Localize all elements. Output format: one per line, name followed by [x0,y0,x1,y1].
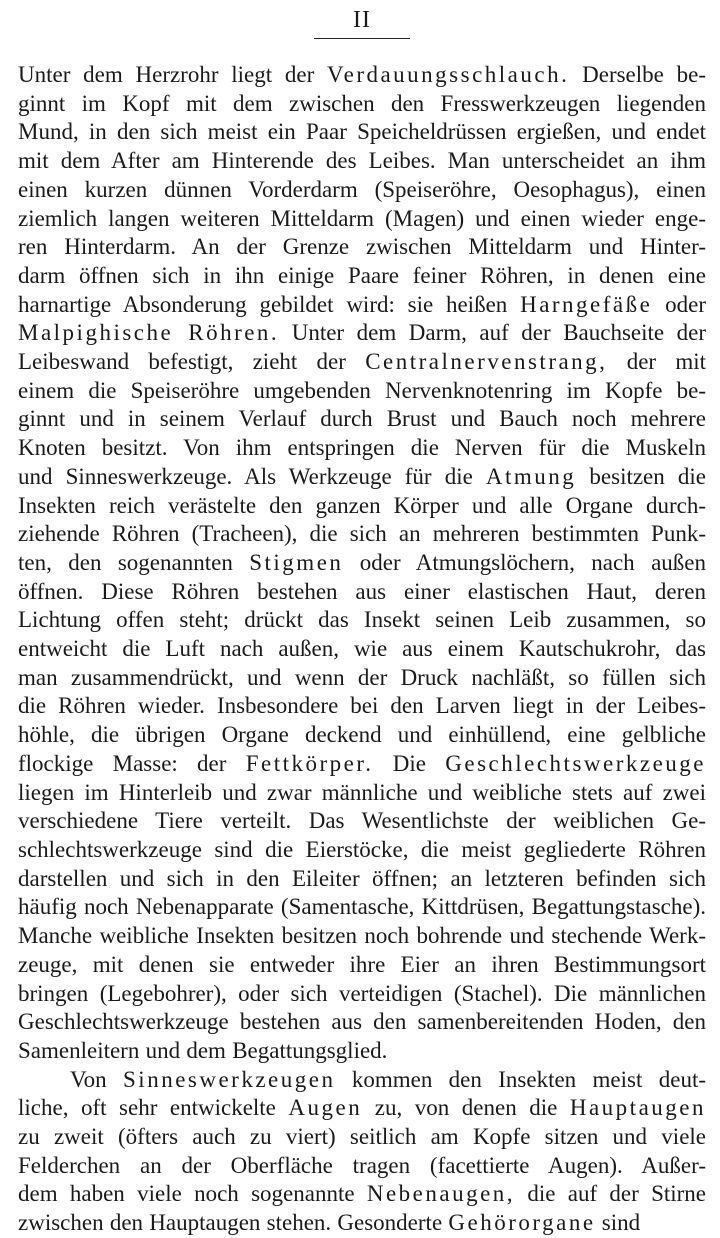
text-line: flockige Masse: der Fettkörper. Die Geschlechtswerkzeuge [18,750,706,776]
text-line: Manche weibliche Insekten besitzen noch bohrende und stechende Werk- [18,923,706,949]
text-line: schlechtswerkzeuge sind die Eierstöcke, die meist gegliederte Röhren [18,836,706,862]
text-line: zeuge, mit denen sie entweder ihre Eier an ihren Bestimmungsort [18,951,706,977]
emphasized-term: Gehörorgane [448,1210,596,1236]
text-line: ziehende Röhren (Tracheen), die sich an mehreren bestimmten Punk- [18,521,706,547]
text-line: Felderchen an der Oberfläche tragen (facettierte Augen). Außer- [18,1152,706,1178]
emphasized-term: Malpighische Röhren. [18,320,280,346]
text-line: liegen im Hinterleib und zwar männliche und weibliche stets auf zwei [18,779,706,805]
emphasized-term: Harngefäße [520,291,653,317]
header-rule [314,38,410,39]
emphasized-term: Hauptaugen [569,1095,706,1121]
text-line: Geschlechtswerkzeuge bestehen aus den samenbereitenden Hoden, den [18,1009,706,1035]
emphasized-term: Fettkörper. [245,750,374,776]
text-line: dem haben viele noch sogenannte Nebenaugen, die auf der Stirne [18,1181,707,1207]
text-line: Samenleitern und dem Begattungsglied. [18,1037,388,1063]
text-line: zu zweit (öfters auch zu viert) seitlich am Kopfe sitzen und viele [18,1124,706,1150]
text-line: öffnen. Diese Röhren bestehen aus einer elastischen Haut, deren [18,578,706,604]
text-line: darm öffnen sich in ihn einige Paare feiner Röhren, in denen eine [18,262,706,288]
text-line: einem die Speiseröhre umgebenden Nervenknotenring im Kopfe be- [18,377,706,403]
text-line: bringen (Legebohrer), oder sich verteidigen (Stachel). Die männlichen [18,980,706,1006]
paragraph [18,1066,706,1238]
emphasized-term: Atmung [485,463,577,489]
emphasized-term: Sinneswerkzeugen [123,1066,336,1092]
page-number: II [353,7,371,33]
text-line: einen kurzen dünnen Vorderdarm (Speiseröhre, Oesophagus), einen [18,176,706,202]
text-line: ren Hinterdarm. An der Grenze zwischen Mitteldarm und Hinter- [18,234,706,260]
text-line: Malpighische Röhren. Unter dem Darm, auf der Bauchseite der [18,320,706,346]
emphasized-term: Verdauungsschlauch. [327,62,570,87]
text-line: Von Sinneswerkzeugen kommen den Insekten meist deut- [70,1066,706,1092]
text-line: man zusammendrückt, und wenn der Druck nachläßt, so füllen sich [18,664,706,690]
text-line: Insekten reich verästelte den ganzen Körper und alle Organe durch- [18,492,706,518]
emphasized-term: Nebenaugen, [366,1181,516,1207]
emphasized-term: Stigmen [249,549,344,575]
text-line: ten, den sogenannten Stigmen oder Atmungslöchern, nach außen [18,549,706,575]
text-line: Lichtung offen steht; drückt das Insekt seinen Leib zusammen, so [18,607,706,633]
text-line: liche, oft sehr entwickelte Augen zu, von denen die Hauptaugen [18,1095,706,1121]
text-line: Leibeswand befestigt, zieht der Centralnervenstrang, der mit [18,349,707,375]
text-line: ziemlich langen weiteren Mitteldarm (Magen) und einen wieder enge- [18,205,706,231]
text-line: Knoten besitzt. Von ihm entspringen die Nerven für die Muskeln [18,435,706,461]
text-line: entweicht die Luft nach außen, wie aus einem Kautschukrohr, das [18,636,706,662]
text-line: zwischen den Hauptaugen stehen. Gesonderte Gehörorgane sind [18,1210,641,1236]
emphasized-term: Centralnervenstrang, [365,349,608,375]
text-line: Unter dem Herzrohr liegt der Verdauungsschlauch. Derselbe be- [18,62,706,87]
text-line: darstellen und sich in den Eileiter öffnen; an letzteren befinden sich [18,865,706,891]
text-line: ginnt im Kopf mit dem zwischen den Fresswerkzeugen liegenden [18,90,706,116]
text-line: ginnt und in seinem Verlauf durch Brust und Bauch noch mehrere [18,406,706,432]
text-line: verschiedene Tiere verteilt. Das Wesentlichste der weiblichen Ge- [18,808,706,834]
text-line: mit dem After am Hinterende des Leibes. Man unterscheidet an ihm [18,148,706,174]
body-text [18,61,706,1238]
emphasized-term: Augen [288,1095,363,1121]
paragraph [18,61,706,1066]
text-line: häufig noch Nebenapparate (Samentasche, Kittdrüsen, Begattungstasche). [18,894,706,920]
emphasized-term: Geschlechtswerkzeuge [445,750,706,776]
text-line: die Röhren wieder. Insbesondere bei den Larven liegt in der Leibes- [18,693,706,719]
text-line: harnartige Absonderung gebildet wird: sie heißen Harngefäße oder [18,291,706,317]
text-line: höhle, die übrigen Organe deckend und einhüllend, eine gelbliche [18,722,706,748]
text-line: und Sinneswerkzeuge. Als Werkzeuge für die Atmung besitzen die [18,463,706,489]
text-line: Mund, in den sich meist ein Paar Speicheldrüssen ergießen, und endet [18,119,706,145]
